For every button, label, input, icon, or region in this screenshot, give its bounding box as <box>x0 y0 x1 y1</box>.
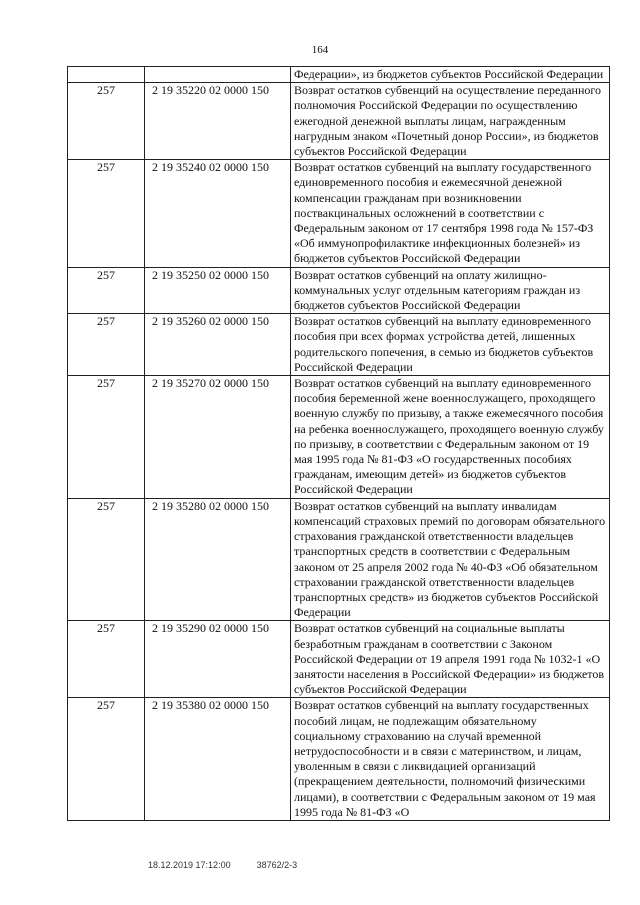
budget-code-cell: 2 19 35280 02 0000 150 <box>145 498 291 621</box>
table-row <box>68 376 610 499</box>
budget-classification-table <box>67 66 610 821</box>
income-name-cell: Возврат остатков субвенций на выплату единовременного пособия при всех формах устройства детей, лишенных родительского попечения, в семью из бюджетов субъектов Российской Федерации <box>291 314 610 376</box>
table-row <box>68 160 610 267</box>
budget-code-cell <box>145 67 291 83</box>
admin-code-cell: 257 <box>68 498 145 621</box>
admin-code-cell: 257 <box>68 698 145 821</box>
admin-code-cell: 257 <box>68 314 145 376</box>
budget-code-cell: 2 19 35380 02 0000 150 <box>145 698 291 821</box>
table-row <box>68 621 610 698</box>
table-row <box>68 83 610 160</box>
document-footer <box>148 860 297 870</box>
income-name-cell: Возврат остатков субвенций на оплату жилищно-коммунальных услуг отдельным категориям граждан из бюджетов субъектов Российской Федерации <box>291 267 610 314</box>
table-row <box>68 498 610 621</box>
budget-code-cell: 2 19 35260 02 0000 150 <box>145 314 291 376</box>
footer-doc-number: 38762/2-3 <box>256 860 298 870</box>
income-name-cell: Возврат остатков субвенций на выплату единовременного пособия беременной жене военнослужащего, проходящего военную службу по призыву, а также ежемесячного пособия на ребенка военнослужащего, проходящего военную службу по призыву, в соответствии с Федеральным законом от 19 мая 1995 года № 81-ФЗ «О государственных пособиях гражданам, имеющим детей» из бюджетов субъектов Российской Федерации <box>291 376 610 499</box>
page-number: 164 <box>311 44 329 56</box>
footer-timestamp: 18.12.2019 17:12:00 <box>148 860 231 870</box>
income-name-cell: Федерации», из бюджетов субъектов Российской Федерации <box>291 67 610 83</box>
table-row <box>68 698 610 821</box>
budget-code-cell: 2 19 35240 02 0000 150 <box>145 160 291 267</box>
table-row <box>68 267 610 314</box>
income-name-cell: Возврат остатков субвенций на выплату инвалидам компенсаций страховых премий по договорам обязательного страхования гражданской ответственности владельцев транспортных средств в соответствии с Федеральным законом от 25 апреля 2002 года № 40-ФЗ «Об обязательном страховании гражданской ответственности владельцев транспортных средств» из бюджетов субъектов Российской Федерации <box>291 498 610 621</box>
admin-code-cell <box>68 67 145 83</box>
admin-code-cell: 257 <box>68 621 145 698</box>
table-row <box>68 314 610 376</box>
admin-code-cell: 257 <box>68 83 145 160</box>
admin-code-cell: 257 <box>68 267 145 314</box>
income-name-cell: Возврат остатков субвенций на выплату государственного единовременного пособия и ежемесячной денежной компенсации гражданам при возникновении поствакцинальных осложнений в соответствии с Федеральным законом от 17 сентября 1998 года № 157-ФЗ «Об иммунопрофилактике инфекционных болезней» из бюджетов субъектов Российской Федерации <box>291 160 610 267</box>
income-name-cell: Возврат остатков субвенций на выплату государственных пособий лицам, не подлежащим обязательному социальному страхованию на случай временной нетрудоспособности и в связи с материнством, и лицам, уволенным в связи с ликвидацией организаций (прекращением деятельности, полномочий физическими лицами), в соответствии с Федеральным законом от 19 мая 1995 года № 81-ФЗ «О <box>291 698 610 821</box>
income-name-cell: Возврат остатков субвенций на осуществление переданного полномочия Российской Федерации по осуществлению ежегодной денежной выплаты лицам, награжденным нагрудным знаком «Почетный донор России», из бюджетов субъектов Российской Федерации <box>291 83 610 160</box>
admin-code-cell: 257 <box>68 160 145 267</box>
table-row <box>68 67 610 83</box>
budget-code-cell: 2 19 35250 02 0000 150 <box>145 267 291 314</box>
budget-code-cell: 2 19 35290 02 0000 150 <box>145 621 291 698</box>
income-name-cell: Возврат остатков субвенций на социальные выплаты безработным гражданам в соответствии с Законом Российской Федерации от 19 апреля 1991 года № 1032-1 «О занятости населения в Российской Федерации» из бюджетов субъектов Российской Федерации <box>291 621 610 698</box>
budget-code-cell: 2 19 35270 02 0000 150 <box>145 376 291 499</box>
admin-code-cell: 257 <box>68 376 145 499</box>
budget-code-cell: 2 19 35220 02 0000 150 <box>145 83 291 160</box>
